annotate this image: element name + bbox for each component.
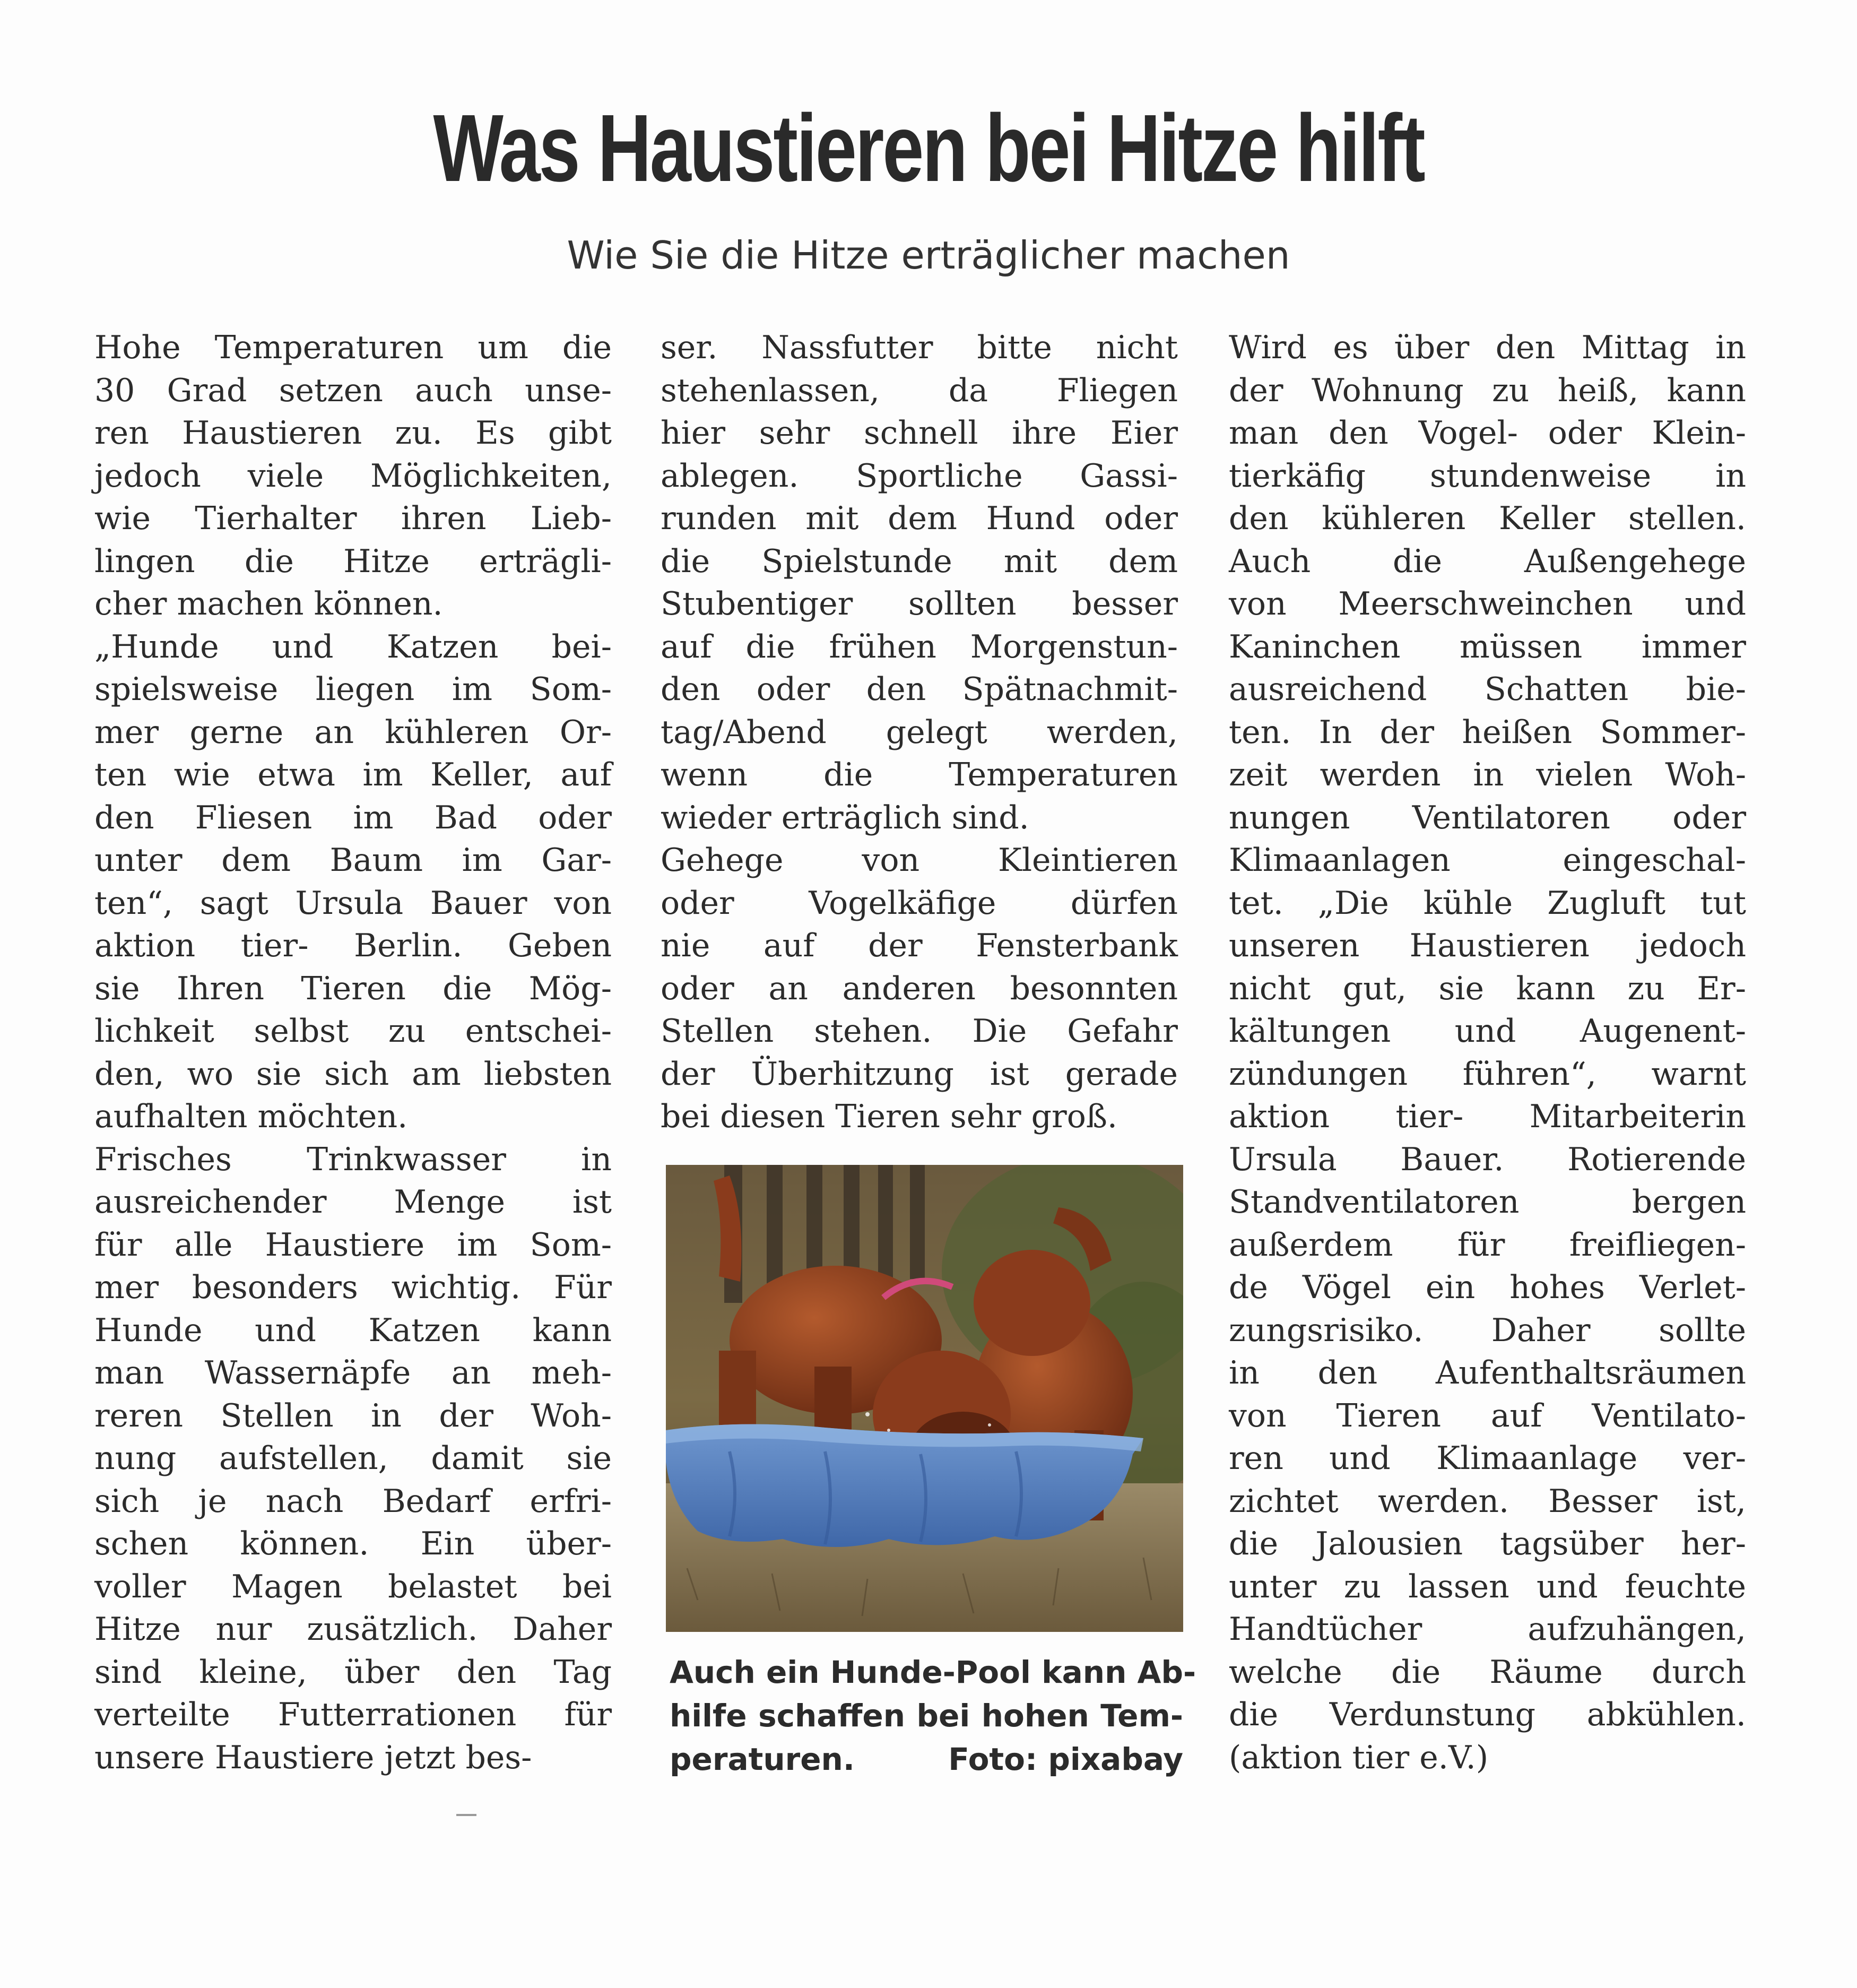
column-3-line: Handtücher aufzuhängen,: [1229, 1611, 1746, 1648]
column-1-line: den, wo sie sich am liebsten: [94, 1055, 612, 1093]
column-1-line: lichkeit selbst zu entschei-: [94, 1013, 612, 1050]
column-1-line: aufhalten möchten.: [94, 1098, 408, 1135]
column-2-line: oder an anderen besonnten: [661, 970, 1178, 1007]
column-3-line: von Tieren auf Ventilato-: [1229, 1397, 1746, 1434]
column-2-line: Stubentiger sollten besser: [661, 585, 1178, 623]
column-3-line: man den Vogel- oder Klein-: [1229, 414, 1746, 452]
caption-text-end: peraturen.: [670, 1741, 855, 1777]
column-2-line: nie auf der Fensterbank: [661, 927, 1178, 964]
column-2-line: hier sehr schnell ihre Eier: [661, 414, 1178, 452]
article-headline: Was Haustieren bei Hitze hilft: [433, 95, 1424, 202]
column-2-line: der Überhitzung ist gerade: [661, 1055, 1178, 1093]
column-3-line: den kühleren Keller stellen.: [1229, 500, 1746, 537]
column-3-line: Ursula Bauer. Rotierende: [1229, 1140, 1746, 1178]
column-2-line: oder Vogelkäfige dürfen: [661, 884, 1178, 922]
text-column-1: [94, 326, 612, 1779]
column-1-line: ten“, sagt Ursula Bauer von: [94, 884, 612, 922]
column-2-line: die Spielstunde mit dem: [661, 542, 1178, 580]
column-3-line: (aktion tier e.V.): [1229, 1739, 1489, 1776]
column-1-line: den Fliesen im Bad oder: [94, 799, 612, 836]
column-2-line: Stellen stehen. Die Gefahr: [661, 1013, 1178, 1050]
column-1-line: sie Ihren Tieren die Mög-: [94, 970, 612, 1007]
column-1-line: sind kleine, über den Tag: [94, 1653, 612, 1691]
column-1-line: unter dem Baum im Gar-: [94, 842, 612, 879]
column-3-line: Standventilatoren bergen: [1229, 1183, 1746, 1221]
column-3-line: zichtet werden. Besser ist,: [1229, 1482, 1746, 1520]
column-3-line: ren und Klimaanlage ver-: [1229, 1440, 1746, 1477]
column-3-line: nungen Ventilatoren oder: [1229, 799, 1746, 836]
column-3-line: nicht gut, sie kann zu Er-: [1229, 970, 1746, 1007]
column-3-line: aktion tier- Mitarbeiterin: [1229, 1098, 1746, 1135]
column-3-line: Auch die Außengehege: [1229, 542, 1746, 580]
column-3-line: kältungen und Augenent-: [1229, 1013, 1746, 1050]
column-1-line: nung aufstellen, damit sie: [94, 1440, 612, 1477]
column-1-line: ren Haustieren zu. Es gibt: [94, 414, 612, 452]
column-2-line: ablegen. Sportliche Gassi-: [661, 457, 1178, 495]
column-3-line: unseren Haustieren jedoch: [1229, 927, 1746, 964]
column-3-line: zungsrisiko. Daher sollte: [1229, 1311, 1746, 1349]
column-1-line: sich je nach Bedarf erfri-: [94, 1482, 612, 1520]
column-3-line: welche die Räume durch: [1229, 1653, 1746, 1691]
column-3-line: die Jalousien tagsüber her-: [1229, 1525, 1746, 1562]
column-1-line: 30 Grad setzen auch unse-: [94, 371, 612, 409]
column-1-line: cher machen können.: [94, 585, 443, 623]
column-2-line: auf die frühen Morgenstun-: [661, 628, 1178, 665]
column-1-line: Frisches Trinkwasser in: [94, 1140, 612, 1178]
column-1-line: mer besonders wichtig. Für: [94, 1269, 612, 1306]
column-3-line: ausreichend Schatten bie-: [1229, 671, 1746, 708]
column-1-line: ten wie etwa im Keller, auf: [94, 756, 612, 793]
column-1-line: mer gerne an kühleren Or-: [94, 713, 612, 751]
column-3-line: die Verdunstung abkühlen.: [1229, 1696, 1746, 1733]
column-2-line: tag/Abend gelegt werden,: [661, 713, 1178, 751]
column-1-line: lingen die Hitze erträgli-: [94, 542, 612, 580]
column-1-line: wie Tierhalter ihren Lieb-: [94, 500, 612, 537]
article-photo: [666, 1165, 1183, 1632]
photo-caption: [670, 1650, 1196, 1781]
column-1-line: voller Magen belastet bei: [94, 1568, 612, 1605]
column-1-line: verteilte Futterrationen für: [94, 1696, 612, 1733]
column-1-line: spielsweise liegen im Som-: [94, 671, 612, 708]
column-3-line: de Vögel ein hohes Verlet-: [1229, 1269, 1746, 1306]
column-1-line: schen können. Ein über-: [94, 1525, 612, 1562]
column-1-line: Hunde und Katzen kann: [94, 1311, 612, 1349]
caption-line-2: hilfe schaffen bei hohen Tem-: [670, 1698, 1183, 1734]
column-2-line: stehenlassen, da Fliegen: [661, 371, 1178, 409]
column-3-line: außerdem für freifliegen-: [1229, 1226, 1746, 1264]
column-3-line: Kaninchen müssen immer: [1229, 628, 1746, 665]
caption-line-1: Auch ein Hunde-Pool kann Ab-: [670, 1654, 1196, 1690]
column-2-line: wenn die Temperaturen: [661, 756, 1178, 793]
column-1-line: unsere Haustiere jetzt bes-: [94, 1739, 532, 1776]
page-mark: [456, 1814, 476, 1816]
text-column-3: [1229, 326, 1746, 1779]
column-3-line: der Wohnung zu heiß, kann: [1229, 371, 1746, 409]
column-2-line: runden mit dem Hund oder: [661, 500, 1178, 537]
column-1-line: Hitze nur zusätzlich. Daher: [94, 1611, 612, 1648]
column-1-line: jedoch viele Möglichkeiten,: [94, 457, 612, 495]
column-3-line: tet. „Die kühle Zugluft tut: [1229, 884, 1746, 922]
column-1-line: für alle Haustiere im Som-: [94, 1226, 612, 1264]
column-2-line: wieder erträglich sind.: [661, 799, 1029, 836]
photo-credit: Foto: pixabay: [948, 1741, 1183, 1777]
column-3-line: Wird es über den Mittag in: [1229, 329, 1746, 366]
column-3-line: tierkäfig stundenweise in: [1229, 457, 1746, 495]
column-1-line: reren Stellen in der Woh-: [94, 1397, 612, 1434]
column-1-line: man Wassernäpfe an meh-: [94, 1354, 612, 1391]
column-1-line: Hohe Temperaturen um die: [94, 329, 612, 366]
column-3-line: zeit werden in vielen Woh-: [1229, 756, 1746, 793]
article-subheadline: Wie Sie die Hitze erträglicher machen: [567, 233, 1290, 278]
column-3-line: Klimaanlagen eingeschal-: [1229, 842, 1746, 879]
text-column-2: [661, 326, 1178, 1138]
column-3-line: von Meerschweinchen und: [1229, 585, 1746, 623]
column-2-line: den oder den Spätnachmit-: [661, 671, 1178, 708]
column-1-line: „Hunde und Katzen bei-: [94, 628, 612, 665]
column-3-line: zündungen führen“, warnt: [1229, 1055, 1746, 1093]
caption-line-3: [670, 1738, 1183, 1781]
column-2-line: bei diesen Tieren sehr groß.: [661, 1098, 1117, 1135]
column-3-line: in den Aufenthaltsräumen: [1229, 1354, 1746, 1391]
column-3-line: unter zu lassen und feuchte: [1229, 1568, 1746, 1605]
column-3-line: ten. In der heißen Sommer-: [1229, 713, 1746, 751]
column-1-line: aktion tier- Berlin. Geben: [94, 927, 612, 964]
column-2-line: ser. Nassfutter bitte nicht: [661, 329, 1178, 366]
column-2-line: Gehege von Kleintieren: [661, 842, 1178, 879]
column-1-line: ausreichender Menge ist: [94, 1183, 612, 1221]
